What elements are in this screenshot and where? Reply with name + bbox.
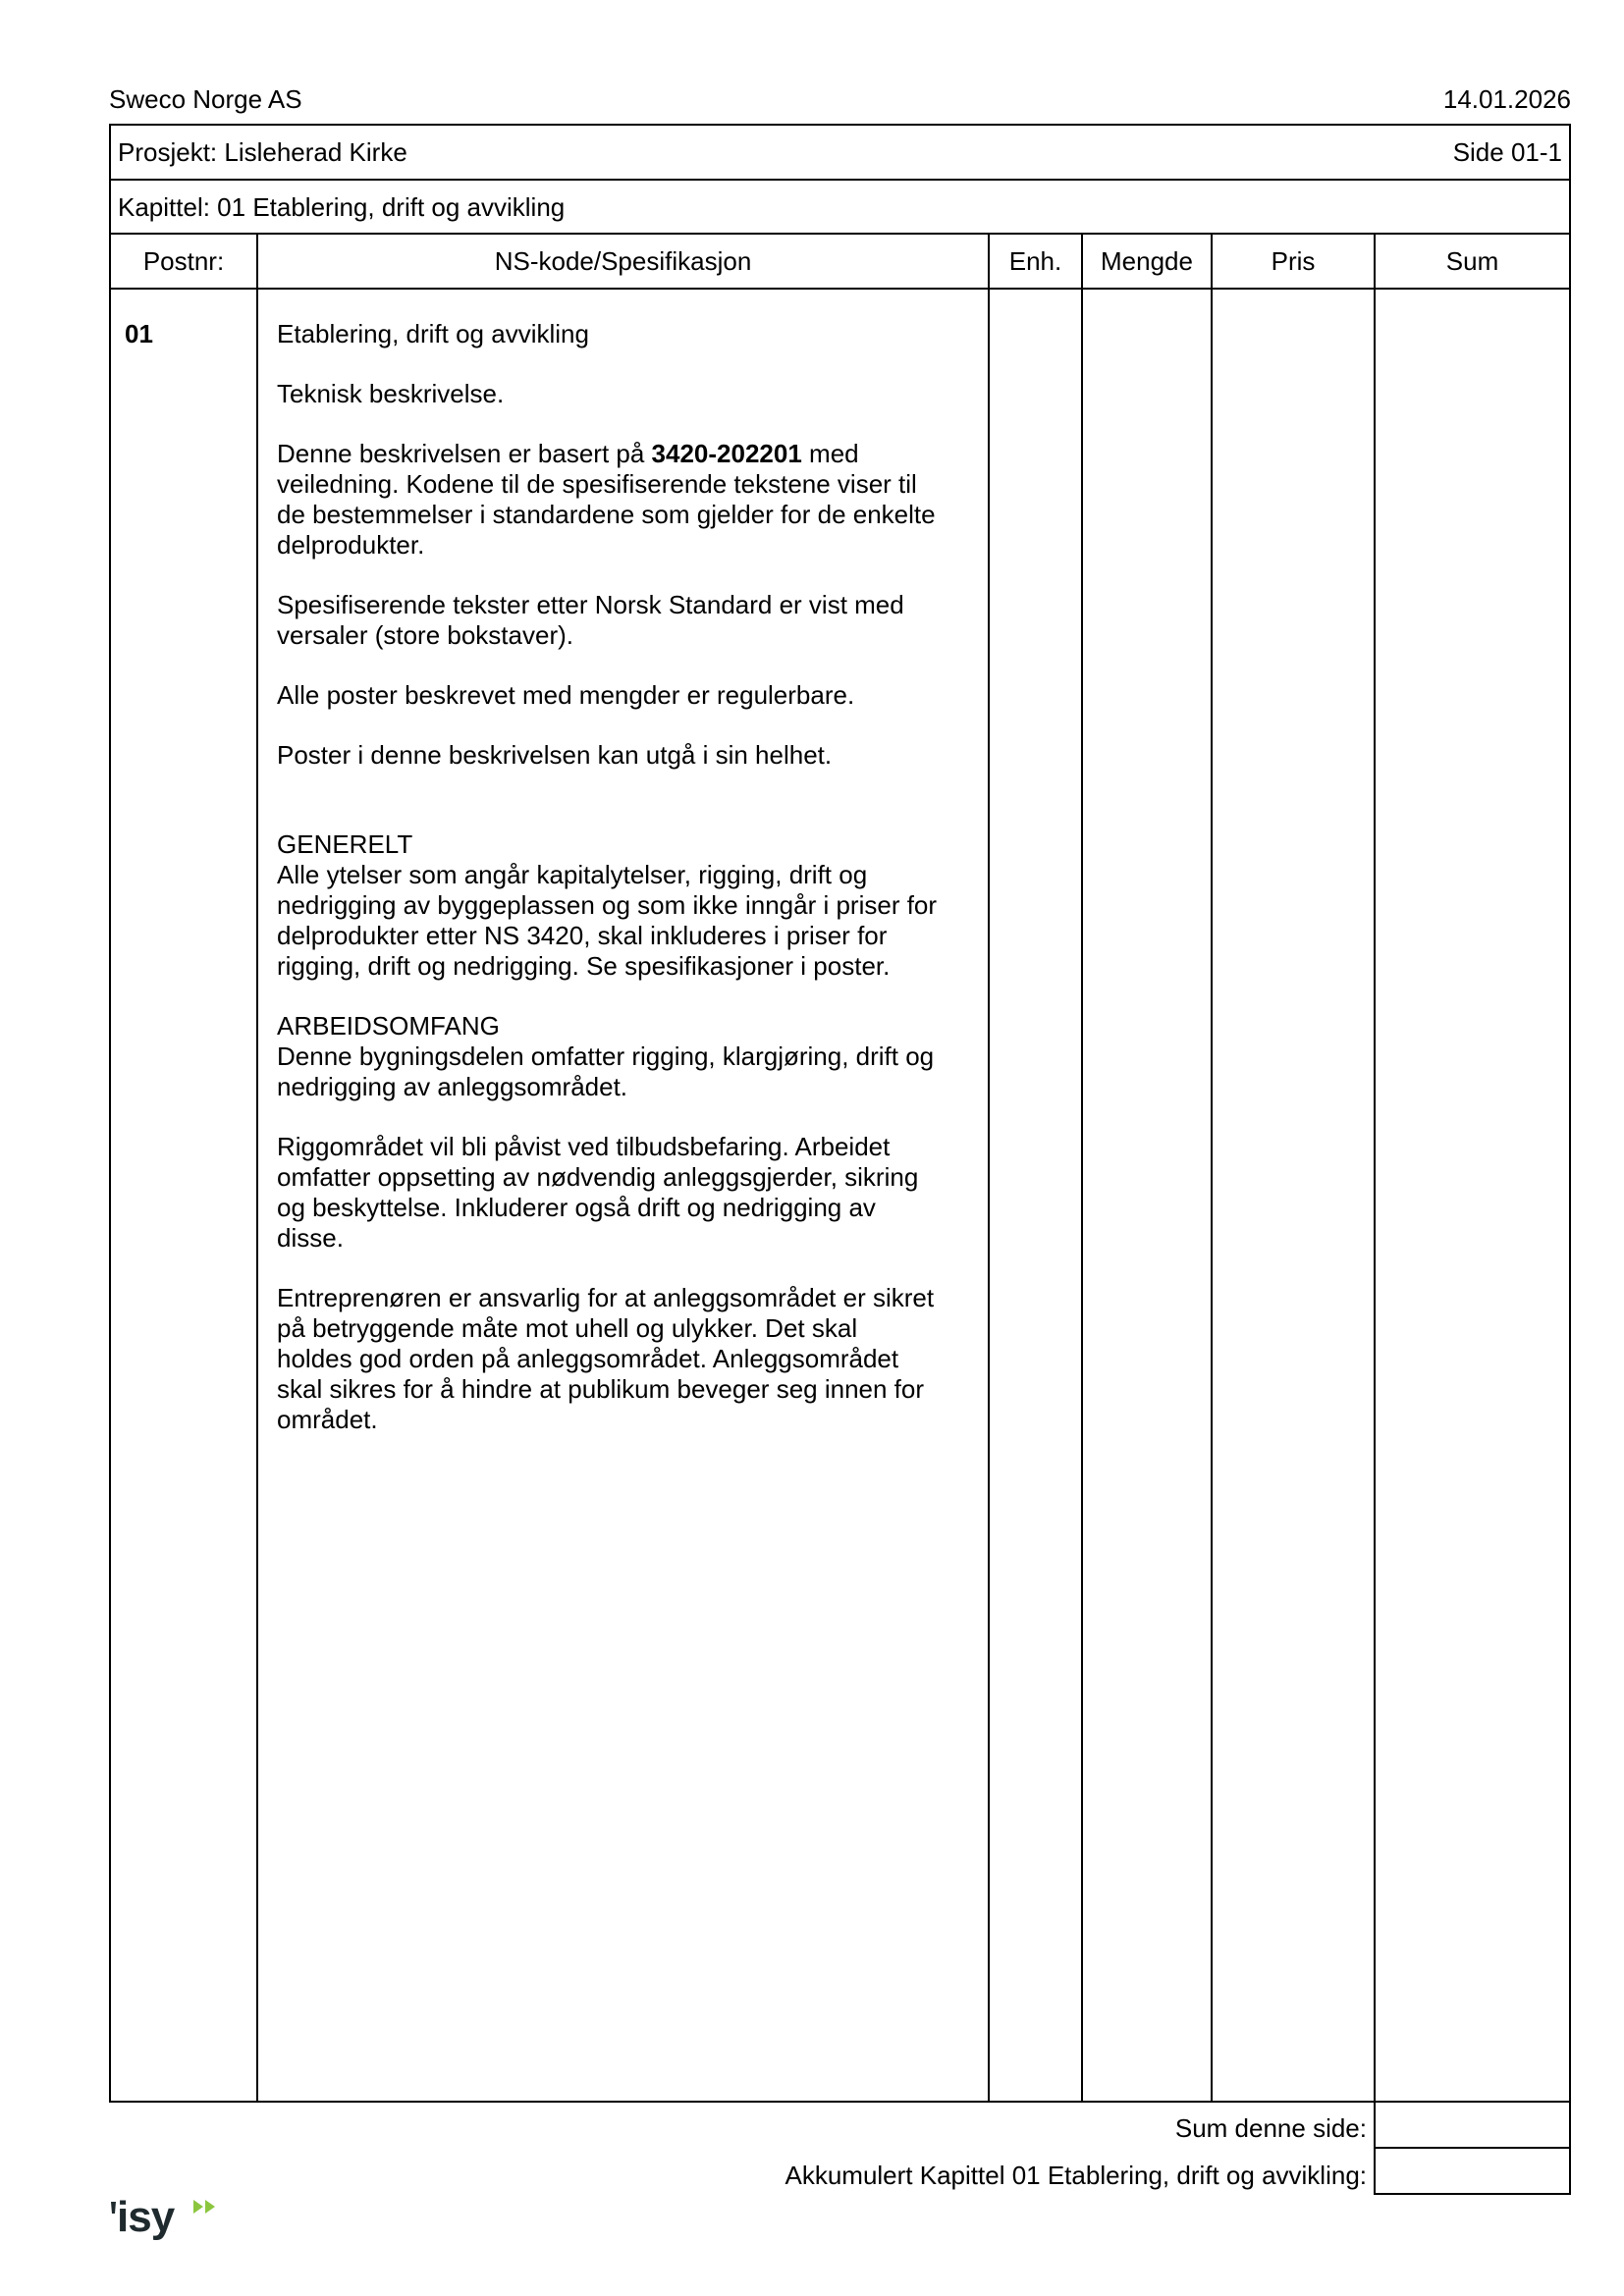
print-date: 14.01.2026 xyxy=(1442,84,1571,114)
column-header-postnr: Postnr: xyxy=(109,233,258,290)
riggomrade-line: omfatter oppsetting av nødvendig anleggsgjerder, sikring xyxy=(277,1162,919,1192)
standard-code: 3420-202201 xyxy=(651,439,802,468)
chapter-row xyxy=(109,179,1571,235)
riggomrade-line: Riggområdet vil bli påvist ved tilbudsbefaring. Arbeidet xyxy=(277,1132,891,1161)
isy-logo-chevron xyxy=(193,2200,203,2214)
project-row xyxy=(109,124,1571,181)
column-header-mengde: Mengde xyxy=(1081,233,1213,290)
mengde-cell xyxy=(1081,288,1213,2103)
page-number: Side 01-1 xyxy=(1452,137,1562,167)
svg-text:isy: isy xyxy=(117,2194,175,2241)
spec-paragraph-utga: Poster i denne beskrivelsen kan utgå i sin helhet. xyxy=(277,740,833,770)
basis-line: veiledning. Kodene til de spesifiserende tekstene viser til xyxy=(277,469,917,499)
column-header-sum: Sum xyxy=(1374,233,1571,290)
isy-logo-tick xyxy=(111,2202,116,2214)
versaler-line: versaler (store bokstaver). xyxy=(277,620,573,650)
generelt-line: Alle ytelser som angår kapitalytelser, rigging, drift og xyxy=(277,860,868,889)
entreprenor-line: området. xyxy=(277,1405,378,1434)
company-name: Sweco Norge AS xyxy=(109,84,302,114)
column-header-spec: NS-kode/Spesifikasjon xyxy=(256,233,990,290)
isy-logo-mark xyxy=(111,2194,215,2241)
section-heading-arbeidsomfang: ARBEIDSOMFANG xyxy=(277,1011,500,1041)
spec-section-arbeidsomfang xyxy=(277,1011,989,1102)
chapter-label: Kapittel: 01 Etablering, drift og avvikling xyxy=(118,192,566,222)
riggomrade-line: og beskyttelse. Inkluderer også drift og nedrigging av xyxy=(277,1193,876,1222)
spec-paragraph-regulerbare: Alle poster beskrevet med mengder er regulerbare. xyxy=(277,680,855,710)
entreprenor-line: skal sikres for å hindre at publikum beveger seg innen for xyxy=(277,1374,925,1404)
specification-text xyxy=(277,319,989,1465)
isy-logo xyxy=(109,2194,237,2243)
riggomrade-line: disse. xyxy=(277,1223,344,1253)
basis-line: delprodukter. xyxy=(277,530,425,560)
entreprenor-line: Entreprenøren er ansvarlig for at anleggsområdet er sikret xyxy=(277,1283,935,1312)
entreprenor-line: på betryggende måte mot uhell og ulykker. Det skal xyxy=(277,1313,858,1343)
generelt-line: rigging, drift og nedrigging. Se spesifikasjoner i poster. xyxy=(277,951,891,981)
versaler-line: Spesifiserende tekster etter Norsk Standard er vist med xyxy=(277,590,904,619)
item-postnr: 01 xyxy=(125,319,153,348)
basis-text-post: med xyxy=(801,439,859,468)
spec-paragraph-basis xyxy=(277,439,989,561)
column-header-pris: Pris xyxy=(1211,233,1376,290)
project-label: Prosjekt: Lisleherad Kirke xyxy=(118,137,407,167)
sum-page-value xyxy=(1374,2101,1571,2149)
basis-text-pre: Denne beskrivelsen er basert på xyxy=(277,439,652,468)
sum-page-label: Sum denne side: xyxy=(1174,2113,1367,2143)
spec-paragraph-riggomrade xyxy=(277,1132,989,1254)
column-header-enh: Enh. xyxy=(988,233,1083,290)
entreprenor-line: holdes god orden på anleggsområdet. Anleggsområdet xyxy=(277,1344,899,1373)
generelt-line: delprodukter etter NS 3420, skal inkluderes i priser for xyxy=(277,921,888,950)
basis-line: de bestemmelser i standardene som gjelder for de enkelte xyxy=(277,500,936,529)
spec-paragraph-intro: Teknisk beskrivelse. xyxy=(277,379,505,408)
arbeidsomfang-line: Denne bygningsdelen omfatter rigging, klargjøring, drift og xyxy=(277,1041,935,1071)
section-heading-generelt: GENERELT xyxy=(277,829,413,859)
item-title: Etablering, drift og avvikling xyxy=(277,319,589,348)
spec-section-generelt xyxy=(277,829,989,982)
postnr-cell xyxy=(109,288,258,2103)
arbeidsomfang-line: nedrigging av anleggsområdet. xyxy=(277,1072,628,1101)
pris-cell xyxy=(1211,288,1376,2103)
sum-cell xyxy=(1374,288,1571,2103)
accumulated-label: Akkumulert Kapittel 01 Etablering, drift og avvikling: xyxy=(785,2161,1367,2190)
accumulated-value xyxy=(1374,2147,1571,2195)
spec-cell xyxy=(256,288,990,2103)
spec-paragraph-entreprenor xyxy=(277,1283,989,1435)
spec-paragraph-versaler xyxy=(277,590,989,651)
generelt-line: nedrigging av byggeplassen og som ikke inngår i priser for xyxy=(277,890,938,920)
isy-logo-chevron xyxy=(205,2200,215,2214)
enh-cell xyxy=(988,288,1083,2103)
